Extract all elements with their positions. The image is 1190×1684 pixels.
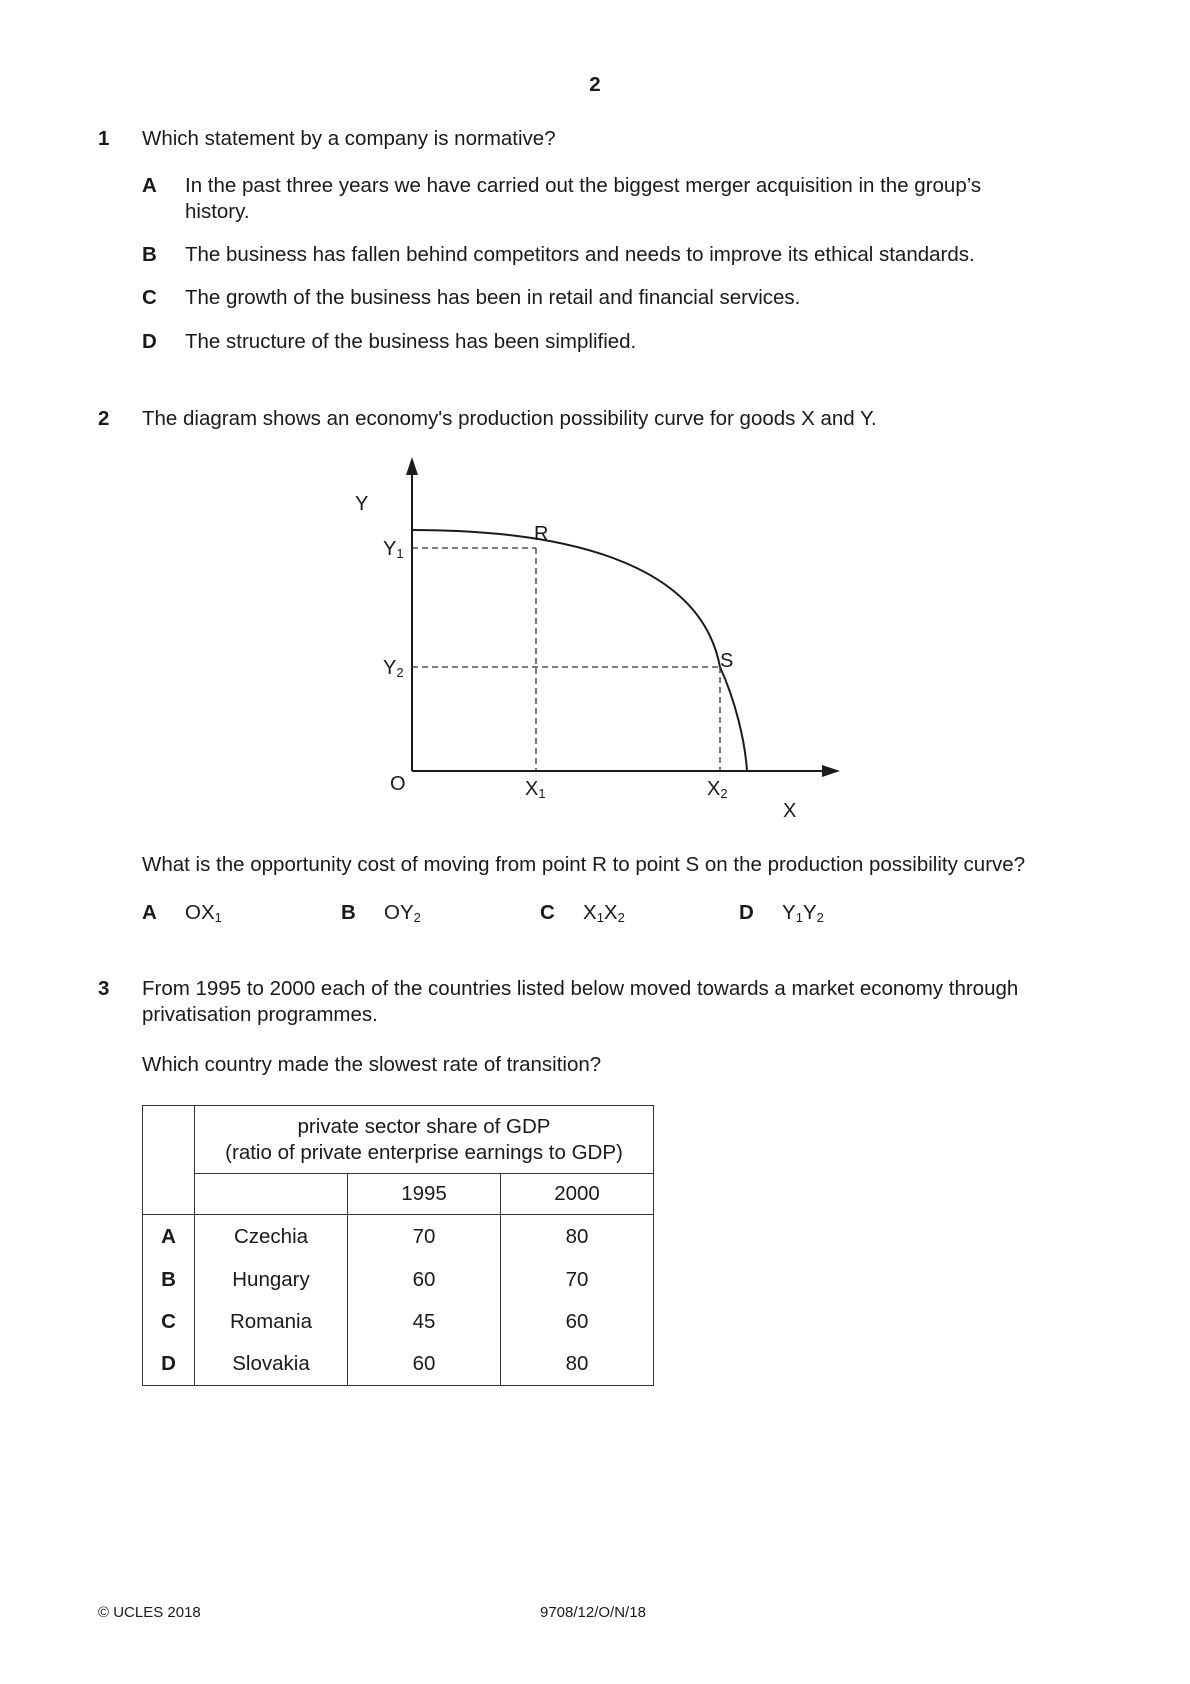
table-row bbox=[143, 1259, 654, 1301]
q2-option-c-letter: C bbox=[540, 901, 555, 924]
question-3-stem-line2: privatisation programmes. bbox=[142, 1003, 378, 1026]
question-3-prompt: Which country made the slowest rate of transition? bbox=[142, 1053, 602, 1076]
row-letter: B bbox=[143, 1259, 195, 1301]
row-letter: D bbox=[143, 1343, 195, 1386]
table-row bbox=[143, 1301, 654, 1343]
q2-option-d-letter: D bbox=[739, 901, 754, 924]
origin-label: O bbox=[390, 773, 406, 795]
question-1-number: 1 bbox=[98, 127, 110, 150]
row-letter: A bbox=[143, 1215, 195, 1260]
point-r-label: R bbox=[534, 523, 549, 545]
point-s-label: S bbox=[720, 650, 734, 672]
question-3-stem-line1: From 1995 to 2000 each of the countries listed below moved towards a market economy through bbox=[142, 977, 1019, 1000]
row-country: Romania bbox=[195, 1301, 348, 1343]
y1-label: $Y_1$ bbox=[383, 538, 404, 561]
q1-option-a-line1: In the past three years we have carried out the biggest merger acquisition in the group’s bbox=[185, 174, 982, 197]
page-number: 2 bbox=[589, 73, 601, 96]
row-letter: C bbox=[143, 1301, 195, 1343]
row-value-1995: 60 bbox=[348, 1259, 501, 1301]
row-country: Slovakia bbox=[195, 1343, 348, 1386]
question-2-stem: The diagram shows an economy's production possibility curve for goods X and Y. bbox=[142, 407, 877, 430]
header-blank-cell bbox=[195, 1174, 348, 1215]
x1-label: $X_1$ bbox=[525, 778, 546, 801]
y2-label: $Y_2$ bbox=[383, 657, 404, 680]
table-header bbox=[195, 1106, 654, 1174]
q1-option-d-text: The structure of the business has been simplified. bbox=[185, 330, 637, 353]
row-value-1995: 60 bbox=[348, 1343, 501, 1386]
question-2-number: 2 bbox=[98, 407, 110, 430]
q1-option-c-text: The growth of the business has been in retail and financial services. bbox=[185, 286, 801, 309]
row-value-1995: 70 bbox=[348, 1215, 501, 1260]
q1-option-d-letter: D bbox=[142, 330, 157, 353]
x-axis-label: X bbox=[783, 800, 797, 822]
question-3-number: 3 bbox=[98, 977, 110, 1000]
y-axis-arrow bbox=[406, 457, 418, 475]
col-2000-header: 2000 bbox=[501, 1174, 654, 1215]
row-country: Czechia bbox=[195, 1215, 348, 1260]
question-1-stem: Which statement by a company is normative? bbox=[142, 127, 556, 150]
q2-option-c-text: $X_1X_2$ bbox=[583, 901, 625, 925]
q1-option-b-letter: B bbox=[142, 243, 157, 266]
table-row bbox=[143, 1215, 654, 1260]
gdp-share-table bbox=[142, 1105, 654, 1386]
q1-option-b-text: The business has fallen behind competitors and needs to improve its ethical standards. bbox=[185, 243, 975, 266]
q1-option-c-letter: C bbox=[142, 286, 157, 309]
y-axis-label: Y bbox=[355, 493, 369, 515]
x2-label: $X_2$ bbox=[707, 778, 728, 801]
row-value-1995: 45 bbox=[348, 1301, 501, 1343]
q2-option-a-text: $OX_1$ bbox=[185, 901, 222, 925]
corner-cell bbox=[143, 1106, 195, 1215]
row-value-2000: 70 bbox=[501, 1259, 654, 1301]
q2-option-b-text: $OY_2$ bbox=[384, 901, 421, 925]
row-country: Hungary bbox=[195, 1259, 348, 1301]
footer-copyright: © UCLES 2018 bbox=[98, 1604, 201, 1621]
q2-option-d-text: $Y_1Y_2$ bbox=[782, 901, 824, 925]
ppc-curve bbox=[412, 530, 747, 771]
x-axis-arrow bbox=[822, 765, 840, 777]
header-line2: (ratio of private enterprise earnings to GDP) bbox=[225, 1140, 623, 1164]
question-2-prompt: What is the opportunity cost of moving from point R to point S on the production possibility curve? bbox=[142, 853, 1026, 876]
q2-option-b-letter: B bbox=[341, 901, 356, 924]
header-line1: private sector share of GDP bbox=[297, 1114, 551, 1138]
table-row bbox=[143, 1343, 654, 1386]
row-value-2000: 60 bbox=[501, 1301, 654, 1343]
q1-option-a-letter: A bbox=[142, 174, 157, 197]
col-1995-header: 1995 bbox=[348, 1174, 501, 1215]
footer-paper-code: 9708/12/O/N/18 bbox=[540, 1604, 646, 1621]
row-value-2000: 80 bbox=[501, 1343, 654, 1386]
q1-option-a-line2: history. bbox=[185, 200, 250, 223]
q2-option-a-letter: A bbox=[142, 901, 157, 924]
row-value-2000: 80 bbox=[501, 1215, 654, 1260]
